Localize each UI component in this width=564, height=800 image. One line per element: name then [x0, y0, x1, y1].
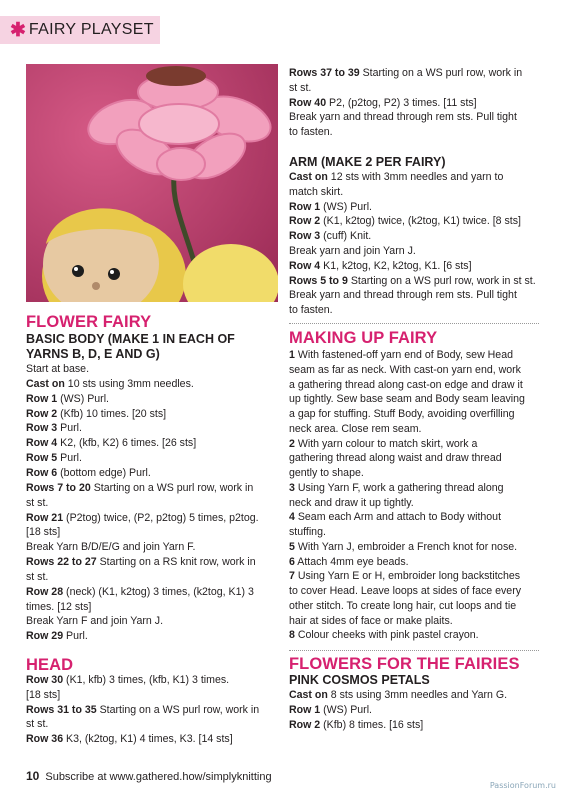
instruction-line [26, 673, 229, 688]
instruction-line [289, 422, 421, 437]
instruction-label: Rows 22 to 27 [26, 556, 97, 569]
instruction-label: Rows 37 to 39 [289, 67, 360, 79]
instruction-line [289, 214, 521, 229]
instruction-text: [18 sts] [26, 526, 61, 539]
instruction-text: Starting on a WS purl row, work in st st. [347, 274, 536, 287]
instruction-line [289, 466, 364, 481]
instruction-line [289, 525, 326, 540]
instruction-line [289, 703, 372, 718]
instruction-text: Break Yarn F and join Yarn J. [26, 615, 164, 628]
instruction-text: (P2tog) twice, (P2, p2tog) 5 times, p2tog. [63, 511, 259, 524]
instruction-text: a gap for stuffing. Stuff Body, avoiding overfilling [289, 408, 515, 420]
instruction-text: seam as far as neck. With cast-on yarn end, work [289, 363, 521, 376]
instruction-text: Starting on a WS purl row, work in [90, 481, 254, 494]
instruction-line [26, 407, 166, 422]
instruction-line [289, 303, 333, 318]
asterisk-icon: ✱ [10, 19, 26, 41]
section-divider [289, 323, 539, 324]
instruction-label: Row 28 [26, 585, 64, 598]
instruction-text: to cover Head. Leave loops at sides of face every [289, 585, 522, 597]
instruction-text: times. [12 sts] [26, 600, 92, 613]
instruction-label: Row 30 [26, 674, 64, 686]
instruction-line [289, 510, 501, 525]
instruction-line [26, 392, 109, 407]
instruction-text: to fasten. [289, 126, 333, 139]
instruction-line [289, 110, 517, 125]
instruction-text: Using Yarn E or H, embroider long backstitches [294, 570, 521, 583]
instruction-label: Row 40 [289, 96, 327, 109]
instruction-line [289, 569, 520, 584]
instruction-line [26, 688, 60, 703]
instruction-text: With fastened-off yarn end of Body, sew Head [294, 349, 513, 361]
instruction-line [26, 525, 60, 540]
instruction-label: Row 1 [289, 703, 321, 716]
instruction-line [26, 377, 194, 392]
instruction-label: Cast on [26, 377, 65, 390]
instruction-text: (WS) Purl. [320, 703, 372, 716]
instruction-line [26, 614, 163, 629]
instruction-text: Break yarn and thread through rem sts. Pull tight [289, 289, 517, 302]
instruction-text: Purl. [57, 452, 82, 465]
instruction-label: Rows 7 to 20 [26, 481, 91, 494]
page-footer [26, 769, 272, 783]
instruction-line [26, 540, 195, 555]
instruction-text: Starting on a RS knit row, work in [96, 556, 256, 569]
instruction-text: st st. [26, 570, 49, 583]
section-divider [289, 650, 539, 651]
instruction-text: (bottom edge) Purl. [57, 466, 151, 479]
instruction-text: Purl. [57, 422, 82, 435]
instruction-line [289, 185, 343, 200]
instruction-label: 4 [289, 511, 295, 524]
instruction-label: 7 [289, 570, 295, 583]
instruction-text: (neck) (K1, k2tog) 3 times, (k2tog, K1) 3 [63, 585, 254, 598]
instruction-line [289, 614, 453, 629]
instruction-text: match skirt. [289, 185, 344, 198]
instruction-line [26, 511, 259, 526]
instruction-line [289, 437, 477, 452]
instruction-text: Attach 4mm eye beads. [294, 555, 409, 568]
instruction-text: K3, (k2tog, K1) 4 times, K3. [14 sts] [63, 733, 233, 746]
instruction-line [26, 570, 48, 585]
instruction-line [289, 481, 504, 496]
instruction-line [289, 348, 513, 363]
instruction-label: Row 1 [289, 200, 321, 213]
instruction-text: Colour cheeks with pink pastel crayon. [294, 629, 479, 642]
instruction-label: Rows 5 to 9 [289, 274, 348, 287]
instruction-text: (K1, k2tog) twice, (k2tog, K1) twice. [8 sts] [320, 215, 521, 228]
instruction-line [26, 629, 88, 644]
fairy-illustration [26, 64, 278, 302]
instruction-label: Row 2 [289, 215, 321, 228]
instruction-label: Cast on [289, 171, 328, 183]
instruction-label: 5 [289, 540, 295, 553]
instruction-text: (K1, kfb) 3 times, (kfb, K1) 3 times. [63, 674, 230, 686]
instruction-text: P2, (p2tog, P2) 3 times. [11 sts] [326, 96, 477, 109]
instruction-line [289, 170, 503, 185]
instruction-line [289, 125, 333, 140]
instruction-line [289, 363, 521, 378]
instruction-text: Starting on a WS purl row, work in [359, 67, 523, 79]
instruction-text: Break yarn and thread through rem sts. Pull tight [289, 111, 517, 124]
instruction-line [26, 717, 48, 732]
instruction-line [26, 732, 233, 747]
instruction-line [289, 451, 502, 466]
instruction-label: Cast on [289, 689, 328, 701]
making-up-heading: MAKING UP FAIRY [289, 329, 438, 347]
instruction-line [289, 392, 525, 407]
instruction-line [289, 274, 536, 289]
basic-body-subheading-line1: BASIC BODY (MAKE 1 IN EACH OF [26, 332, 235, 346]
instruction-line [26, 585, 254, 600]
instruction-text: hair at sides of face or make plaits. [289, 614, 453, 627]
basic-body-subheading-line2: YARNS B, D, E AND G) [26, 347, 160, 361]
instruction-line [289, 66, 522, 81]
instruction-text: stuffing. [289, 526, 326, 538]
instruction-line [26, 703, 259, 718]
instruction-text: Purl. [63, 630, 88, 643]
instruction-label: 2 [289, 437, 295, 450]
instruction-line [26, 436, 196, 451]
watermark: PassionForum.ru [489, 781, 556, 790]
instruction-line [289, 599, 516, 614]
instruction-text: Seam each Arm and attach to Body without [294, 511, 502, 524]
instruction-text: (Kfb) 10 times. [20 sts] [57, 407, 167, 420]
instruction-line [289, 288, 517, 303]
instruction-line [26, 600, 91, 615]
instruction-text: Break yarn and join Yarn J. [289, 245, 416, 257]
instruction-text: K1, k2tog, K2, k2tog, K1. [6 sts] [320, 259, 472, 272]
instruction-text: (Kfb) 8 times. [16 sts] [320, 718, 424, 731]
instruction-text: With yarn colour to match skirt, work a [294, 437, 478, 450]
instruction-line [26, 421, 82, 436]
fairy-photo [26, 64, 278, 302]
page-number: 10 [26, 769, 40, 783]
instruction-text: up tightly. Sew base seam and Body seam leaving [289, 393, 525, 406]
head-heading: HEAD [26, 656, 74, 674]
instruction-label: Row 1 [26, 392, 58, 405]
subscribe-text: Subscribe at www.gathered.how/simplyknitting [45, 771, 272, 783]
instruction-line [289, 259, 472, 274]
instruction-label: Row 6 [26, 466, 58, 479]
instruction-text: st st. [289, 81, 312, 94]
instruction-text: (cuff) Knit. [320, 230, 372, 243]
instruction-line [289, 229, 371, 244]
instruction-text: other stitch. To create long hair, cut loops and tie [289, 599, 517, 612]
instruction-label: Row 3 [26, 422, 58, 435]
instruction-label: 3 [289, 481, 295, 494]
instruction-text: Start at base. [26, 363, 90, 375]
instruction-line [289, 540, 517, 555]
instruction-line [289, 584, 521, 599]
instruction-line [26, 451, 82, 466]
instruction-text: gently to shape. [289, 467, 364, 479]
instruction-label: Row 2 [26, 407, 58, 420]
instruction-label: Row 4 [26, 437, 58, 450]
instruction-text: K2, (kfb, K2) 6 times. [26 sts] [57, 437, 197, 450]
instruction-text: 12 sts with 3mm needles and yarn to [327, 171, 504, 183]
flower-fairy-heading: FLOWER FAIRY [26, 313, 152, 331]
instruction-line [289, 378, 523, 393]
instruction-label: Row 5 [26, 452, 58, 465]
section-tab [0, 16, 160, 44]
instruction-label: Row 29 [26, 630, 64, 643]
instruction-line [289, 718, 423, 733]
instruction-line [26, 466, 151, 481]
instruction-text: Using Yarn F, work a gathering thread along [294, 481, 504, 494]
instruction-line [26, 362, 89, 377]
instruction-text: st st. [26, 496, 49, 509]
instruction-label: Rows 31 to 35 [26, 703, 97, 716]
instruction-text: gathering thread along waist and draw thread [289, 452, 502, 465]
instruction-line [289, 96, 477, 111]
instruction-text: Starting on a WS purl row, work in [96, 703, 260, 716]
instruction-label: Row 2 [289, 718, 321, 731]
instruction-text: neck area. Close rem seam. [289, 422, 422, 435]
instruction-text: 10 sts using 3mm needles. [64, 377, 194, 390]
instruction-line [289, 244, 416, 259]
arm-heading: ARM (MAKE 2 PER FAIRY) [289, 155, 446, 169]
instruction-line [289, 688, 507, 703]
flowers-heading: FLOWERS FOR THE FAIRIES [289, 655, 520, 673]
instruction-text: (WS) Purl. [320, 200, 372, 213]
instruction-line [289, 81, 311, 96]
instruction-label: 1 [289, 349, 295, 361]
instruction-label: Row 4 [289, 259, 321, 272]
instruction-label: Row 36 [26, 733, 64, 746]
instruction-text: st st. [26, 718, 49, 731]
instruction-text: Break Yarn B/D/E/G and join Yarn F. [26, 541, 196, 554]
section-title: FAIRY PLAYSET [28, 21, 154, 38]
instruction-text: [18 sts] [26, 688, 61, 701]
instruction-line [26, 481, 253, 496]
instruction-line [289, 555, 409, 570]
instruction-line [289, 407, 515, 422]
instruction-label: 6 [289, 555, 295, 568]
instruction-line [289, 628, 479, 643]
instruction-line [289, 200, 372, 215]
pink-cosmos-subheading: PINK COSMOS PETALS [289, 673, 430, 687]
instruction-line [26, 555, 256, 570]
instruction-text: 8 sts using 3mm needles and Yarn G. [327, 689, 508, 701]
instruction-label: Row 21 [26, 511, 64, 524]
instruction-text: With Yarn J, embroider a French knot for nose. [294, 540, 518, 553]
instruction-text: neck and draw it up tightly. [289, 496, 414, 509]
instruction-text: (WS) Purl. [57, 392, 109, 405]
instruction-label: Row 3 [289, 230, 321, 243]
instruction-text: a gathering thread along cast-on edge and draw it [289, 378, 523, 391]
instruction-line [289, 496, 414, 511]
instruction-line [26, 496, 48, 511]
instruction-text: to fasten. [289, 304, 333, 317]
instruction-label: 8 [289, 629, 295, 642]
